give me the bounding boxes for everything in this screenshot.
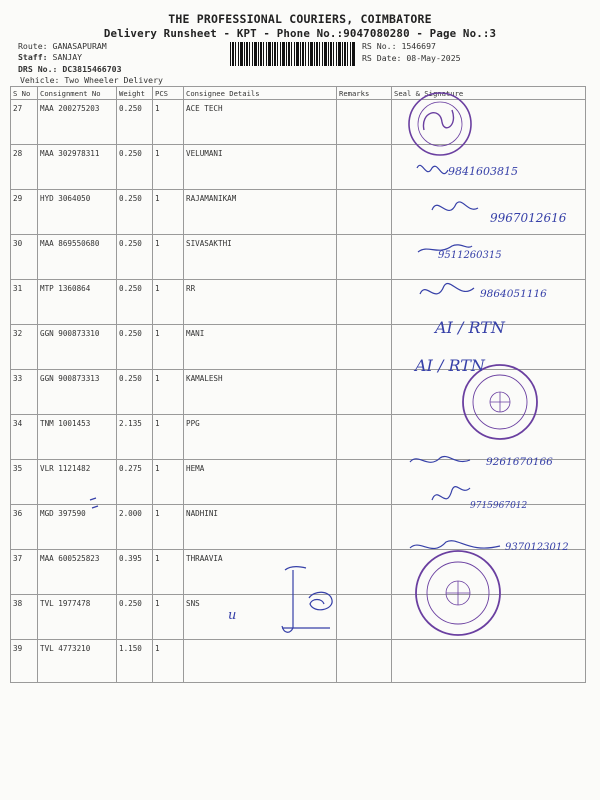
cell-pcs: 1	[153, 370, 184, 415]
cell-signature	[392, 550, 586, 595]
table-row	[11, 550, 586, 595]
cell-pcs: 1	[153, 280, 184, 325]
handwritten-phone-37: 9370123012	[505, 542, 569, 553]
cell-consignment: MAA 200275203	[38, 100, 117, 145]
cell-sno: 38	[11, 595, 38, 640]
cell-sno: 30	[11, 235, 38, 280]
col-consignment: Consignment No	[38, 87, 117, 100]
table-header-row	[11, 87, 586, 100]
cell-weight: 0.250	[117, 100, 153, 145]
col-pcs: PCS	[153, 87, 184, 100]
rs-no-label: RS No.:	[362, 41, 397, 51]
col-remarks: Remarks	[337, 87, 392, 100]
table-row	[11, 100, 586, 145]
cell-sno: 28	[11, 145, 38, 190]
cell-consignment: MGD 397590	[38, 505, 117, 550]
cell-weight: 0.275	[117, 460, 153, 505]
cell-sno: 35	[11, 460, 38, 505]
cell-pcs: 1	[153, 145, 184, 190]
handwritten-phone-30: 9511260315	[438, 250, 502, 261]
cell-pcs: 1	[153, 640, 184, 683]
cell-weight: 0.250	[117, 595, 153, 640]
route-label: Route:	[18, 41, 48, 51]
cell-consignee: SIVASAKTHI	[184, 235, 337, 280]
cell-remarks	[337, 505, 392, 550]
staff-value: SANJAY	[52, 52, 83, 62]
cell-consignment: MAA 600525823	[38, 550, 117, 595]
handwritten-note-32: AI / RTN	[435, 318, 505, 337]
cell-pcs: 1	[153, 190, 184, 235]
cell-remarks	[337, 640, 392, 683]
cell-remarks	[337, 190, 392, 235]
handwritten-phone-36: 9715967012	[470, 501, 528, 511]
col-sno: S No	[11, 87, 38, 100]
cell-consignee: KAMALESH	[184, 370, 337, 415]
table-row	[11, 370, 586, 415]
rs-date-line	[362, 53, 461, 63]
staff-line	[18, 52, 82, 62]
cell-pcs: 1	[153, 460, 184, 505]
col-consignee: Consignee Details	[184, 87, 337, 100]
cell-consignee: MANI	[184, 325, 337, 370]
handwritten-note-33: AI / RTN	[415, 356, 485, 375]
cell-weight: 0.250	[117, 325, 153, 370]
cell-consignment: MTP 1360864	[38, 280, 117, 325]
table-row	[11, 505, 586, 550]
cell-pcs: 1	[153, 595, 184, 640]
vehicle-label: Vehicle:	[20, 75, 60, 85]
staff-label: Staff:	[18, 52, 48, 62]
cell-sno: 39	[11, 640, 38, 683]
cell-sno: 34	[11, 415, 38, 460]
col-signature: Seal & Signature	[392, 87, 586, 100]
cell-consignment: HYD 3064050	[38, 190, 117, 235]
cell-sno: 27	[11, 100, 38, 145]
cell-pcs: 1	[153, 415, 184, 460]
handwritten-phone-35: 9261670166	[486, 456, 553, 468]
cell-consignment: MAA 869550680	[38, 235, 117, 280]
cell-sno: 29	[11, 190, 38, 235]
table-row	[11, 640, 586, 683]
cell-sno: 37	[11, 550, 38, 595]
barcode	[230, 42, 356, 66]
cell-consignee	[184, 640, 337, 683]
cell-remarks	[337, 370, 392, 415]
cell-consignee: RR	[184, 280, 337, 325]
rs-date-value: 08-May-2025	[406, 53, 461, 63]
cell-signature	[392, 595, 586, 640]
cell-signature	[392, 640, 586, 683]
cell-consignment: TVL 1977478	[38, 595, 117, 640]
cell-sno: 32	[11, 325, 38, 370]
cell-consignee: SNS	[184, 595, 337, 640]
cell-remarks	[337, 550, 392, 595]
cell-weight: 2.135	[117, 415, 153, 460]
cell-weight: 0.250	[117, 280, 153, 325]
rs-no-line	[362, 41, 436, 51]
cell-sno: 36	[11, 505, 38, 550]
cell-weight: 0.250	[117, 235, 153, 280]
route-value: GANASAPURAM	[52, 41, 107, 51]
vehicle-line	[20, 75, 163, 85]
cell-signature	[392, 415, 586, 460]
cell-remarks	[337, 100, 392, 145]
cell-pcs: 1	[153, 550, 184, 595]
handwritten-phone-31: 9864051116	[480, 288, 547, 300]
cell-weight: 0.250	[117, 190, 153, 235]
cell-consignee: VELUMANI	[184, 145, 337, 190]
cell-consignee: PPG	[184, 415, 337, 460]
cell-consignment: GGN 900873310	[38, 325, 117, 370]
cell-consignee: THRAAVIA	[184, 550, 337, 595]
company-title: THE PROFESSIONAL COURIERS, COIMBATORE	[168, 12, 432, 26]
cell-sno: 31	[11, 280, 38, 325]
cell-consignment: MAA 302978311	[38, 145, 117, 190]
cell-consignment: TVL 4773210	[38, 640, 117, 683]
cell-pcs: 1	[153, 235, 184, 280]
drs-label: DRS No.:	[18, 64, 58, 74]
cell-consignment: TNM 1001453	[38, 415, 117, 460]
cell-consignee: RAJAMANIKAM	[184, 190, 337, 235]
cell-weight: 2.000	[117, 505, 153, 550]
rs-no-value: 1546697	[401, 41, 436, 51]
rs-date-label: RS Date:	[362, 53, 402, 63]
table-row	[11, 595, 586, 640]
cell-remarks	[337, 325, 392, 370]
drs-line	[18, 64, 122, 74]
col-weight: Weight	[117, 87, 153, 100]
cell-consignee: HEMA	[184, 460, 337, 505]
cell-weight: 0.250	[117, 370, 153, 415]
cell-remarks	[337, 280, 392, 325]
cell-remarks	[337, 145, 392, 190]
cell-remarks	[337, 235, 392, 280]
cell-pcs: 1	[153, 100, 184, 145]
handwritten-mark-39: u	[228, 608, 237, 623]
runsheet-subtitle: Delivery Runsheet - KPT - Phone No.:9047080280 - Page No.:3	[103, 27, 497, 40]
cell-remarks	[337, 595, 392, 640]
cell-sno: 33	[11, 370, 38, 415]
cell-pcs: 1	[153, 325, 184, 370]
handwritten-phone-29: 9967012616	[490, 211, 567, 225]
cell-weight: 0.395	[117, 550, 153, 595]
drs-value: DC3815466703	[62, 64, 122, 74]
cell-consignee: NADHINI	[184, 505, 337, 550]
cell-remarks	[337, 415, 392, 460]
table-row	[11, 415, 586, 460]
cell-signature	[392, 370, 586, 415]
cell-weight: 0.250	[117, 145, 153, 190]
handwritten-phone-28: 9841603815	[448, 165, 518, 178]
cell-consignment: GGN 900873313	[38, 370, 117, 415]
cell-weight: 1.150	[117, 640, 153, 683]
cell-consignee: ACE TECH	[184, 100, 337, 145]
route-line	[18, 41, 107, 51]
cell-pcs: 1	[153, 505, 184, 550]
cell-remarks	[337, 460, 392, 505]
cell-consignment: VLR 1121482	[38, 460, 117, 505]
cell-signature	[392, 100, 586, 145]
vehicle-value: Two Wheeler Delivery	[64, 75, 163, 85]
